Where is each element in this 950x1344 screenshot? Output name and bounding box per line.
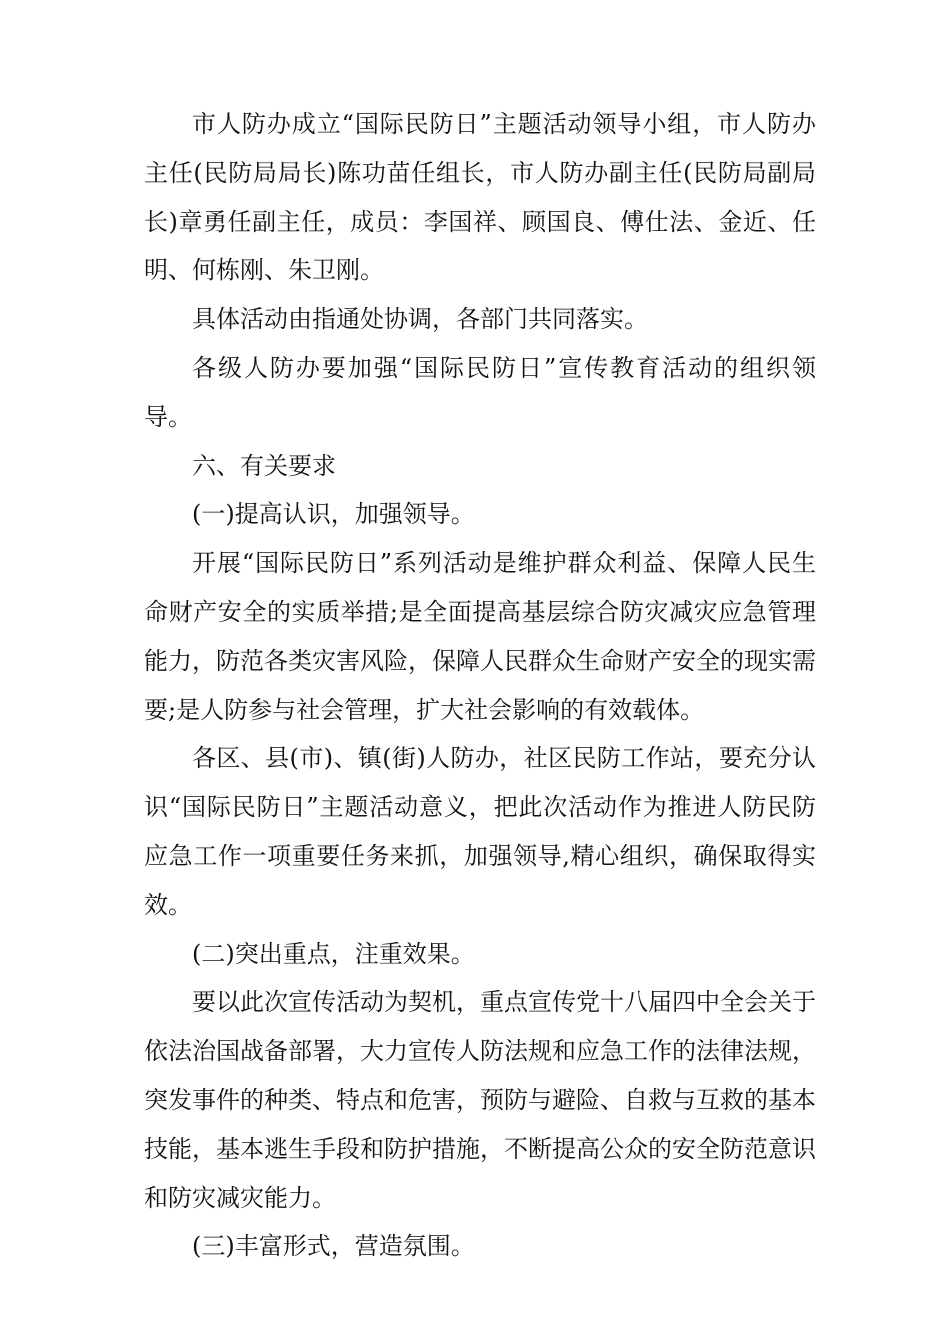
paragraph-significance: 开展“国际民防日”系列活动是维护群众利益、保障人民生命财产安全的实质举措;是全面提高基层综合防灾减灾应急管理能力，防范各类灾害风险，保障人民群众生命财产安全的现实需要;是人防参与社会管理，扩大社会影响的有效载体。 [144, 549, 816, 724]
paragraph-organization: 各级人防办要加强“国际民防日”宣传教育活动的组织领导。 [144, 353, 816, 431]
subheading-2: (二)突出重点，注重效果。 [192, 939, 475, 968]
document-body [144, 100, 816, 1271]
paragraph-leading-group: 市人防办成立“国际民防日”主题活动领导小组，市人防办主任(民防局局长)陈功苗任组长，市人防办副主任(民防局副局长)章勇任副主任，成员：李国祥、顾国良、傅仕法、金近、任明、何栋刚、朱卫刚。 [144, 110, 816, 285]
paragraph-focus: 要以此次宣传活动为契机，重点宣传党十八届四中全会关于依法治国战备部署，大力宣传人防法规和应急工作的法律法规，突发事件的种类、特点和危害，预防与避险、自救与互救的基本技能，基本逃生手段和防护措施，不断提高公众的安全防范意识和防灾减灾能力。 [144, 988, 816, 1212]
subheading-1: (一)提高认识，加强领导。 [192, 500, 475, 529]
section-heading-requirements: 六、有关要求 [192, 451, 336, 480]
paragraph-coordination: 具体活动由指通处协调，各部门共同落实。 [192, 305, 648, 334]
subheading-3: (三)丰富形式，营造氛围。 [192, 1232, 475, 1261]
paragraph-district-duties: 各区、县(市)、镇(街)人防办，社区民防工作站，要充分认识“国际民防日”主题活动意义，把此次活动作为推进人防民防应急工作一项重要任务来抓，加强领导,精心组织，确保取得实效。 [144, 744, 816, 919]
